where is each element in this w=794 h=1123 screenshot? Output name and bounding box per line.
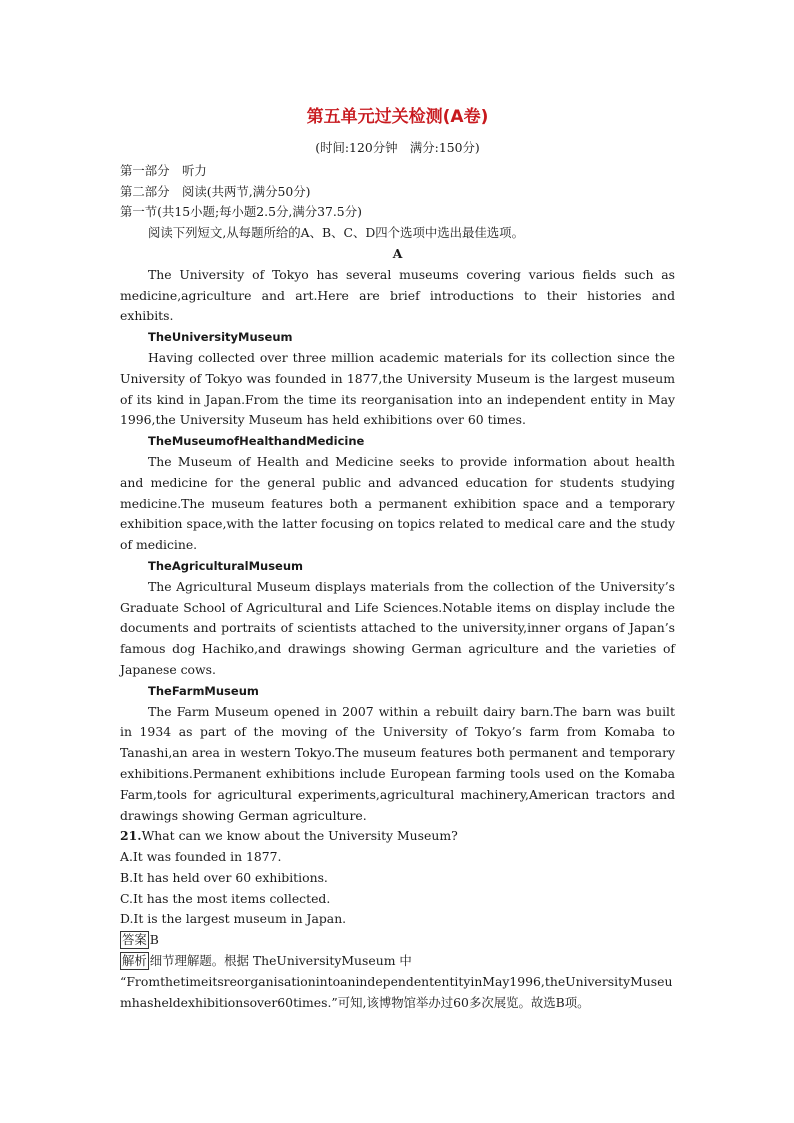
museum-paragraph: The Museum of Health and Medicine seeks to provide information about health and medicine for the general public and advanced education for students studying medicine.The museum features both a permanent exhibition space and a temporary exhibition space,with the latter focusing on topics related to medical care and the study of medicine.: [120, 453, 675, 553]
museum-heading: TheFarmMuseum: [148, 683, 259, 698]
document-page: [120, 104, 675, 1013]
question-number: 21.: [120, 828, 142, 844]
explanation-tag: 解析: [122, 953, 147, 969]
answer-tag: 答案: [122, 932, 147, 948]
option-b: B.It has held over 60 exhibitions.: [120, 869, 328, 885]
section-one-heading: 第一节(共15小题;每小题2.5分,满分37.5分): [120, 204, 362, 220]
museum-paragraph: The Farm Museum opened in 2007 within a rebuilt dairy barn.The barn was built in 1934 as part of the moving of the University of Tokyo’s farm from Komaba to Tanashi,an area in western Tokyo.The museum features both permanent and temporary exhibitions.Permanent exhibitions include European farming tools used on the Komaba Farm,tools for agricultural experiments,agricultural machinery,American tractors and drawings showing German agriculture.: [120, 703, 675, 823]
museum-heading: TheUniversityMuseum: [148, 330, 293, 345]
museum-heading: TheMuseumofHealthandMedicine: [148, 434, 365, 449]
option-c: C.It has the most items collected.: [120, 890, 331, 906]
exam-time-and-score: (时间:120分钟 满分:150分): [315, 140, 480, 155]
question-text: What can we know about the University Museum?: [141, 828, 458, 844]
museum-paragraph: The Agricultural Museum displays materials from the collection of the University’s Graduate School of Agricultural and Life Sciences.Notable items on display include the documents and portraits of scientists attached to the university,inner organs of Japan’s famous dog Hachiko,and drawings showing German agriculture and the varieties of Japanese cows.: [120, 578, 675, 677]
museum-paragraph: Having collected over three million academic materials for its collection since the University of Tokyo was founded in 1877,the University Museum is the largest museum of its kind in Japan.From the time its reorganisation into an independent entity in May 1996,the University Museum has held exhibitions over 60 times.: [120, 349, 675, 428]
passage-intro: The University of Tokyo has several museums covering various fields such as medicine,agriculture and art.Here are brief introductions to their histories and exhibits.: [120, 266, 675, 324]
page-title: 第五单元过关检测(A卷): [306, 107, 489, 127]
part-two-heading: 第二部分 阅读(共两节,满分50分): [120, 183, 311, 199]
question-stem: [120, 826, 675, 847]
explanation-line: [120, 951, 675, 972]
answer-line: [120, 930, 675, 951]
part-one-heading: 第一部分 听力: [120, 162, 207, 178]
explanation-body: “FromthetimeitsreorganisationintoanindependententityinMay1996,theUniversityMuseumhasheldexhibitionsover60times.”可知,该博物馆举办过60多次展览。故选B项。: [120, 973, 673, 1010]
passage-label: A: [392, 245, 403, 261]
museum-heading: TheAgriculturalMuseum: [148, 558, 304, 573]
option-a: A.It was founded in 1877.: [120, 849, 282, 865]
option-d: D.It is the largest museum in Japan.: [120, 911, 347, 927]
instructions: 阅读下列短文,从每题所给的A、B、C、D四个选项中选出最佳选项。: [148, 225, 524, 241]
answer-value: B: [149, 932, 159, 948]
explanation-intro: 细节理解题。根据 TheUniversityMuseum 中: [149, 953, 412, 969]
